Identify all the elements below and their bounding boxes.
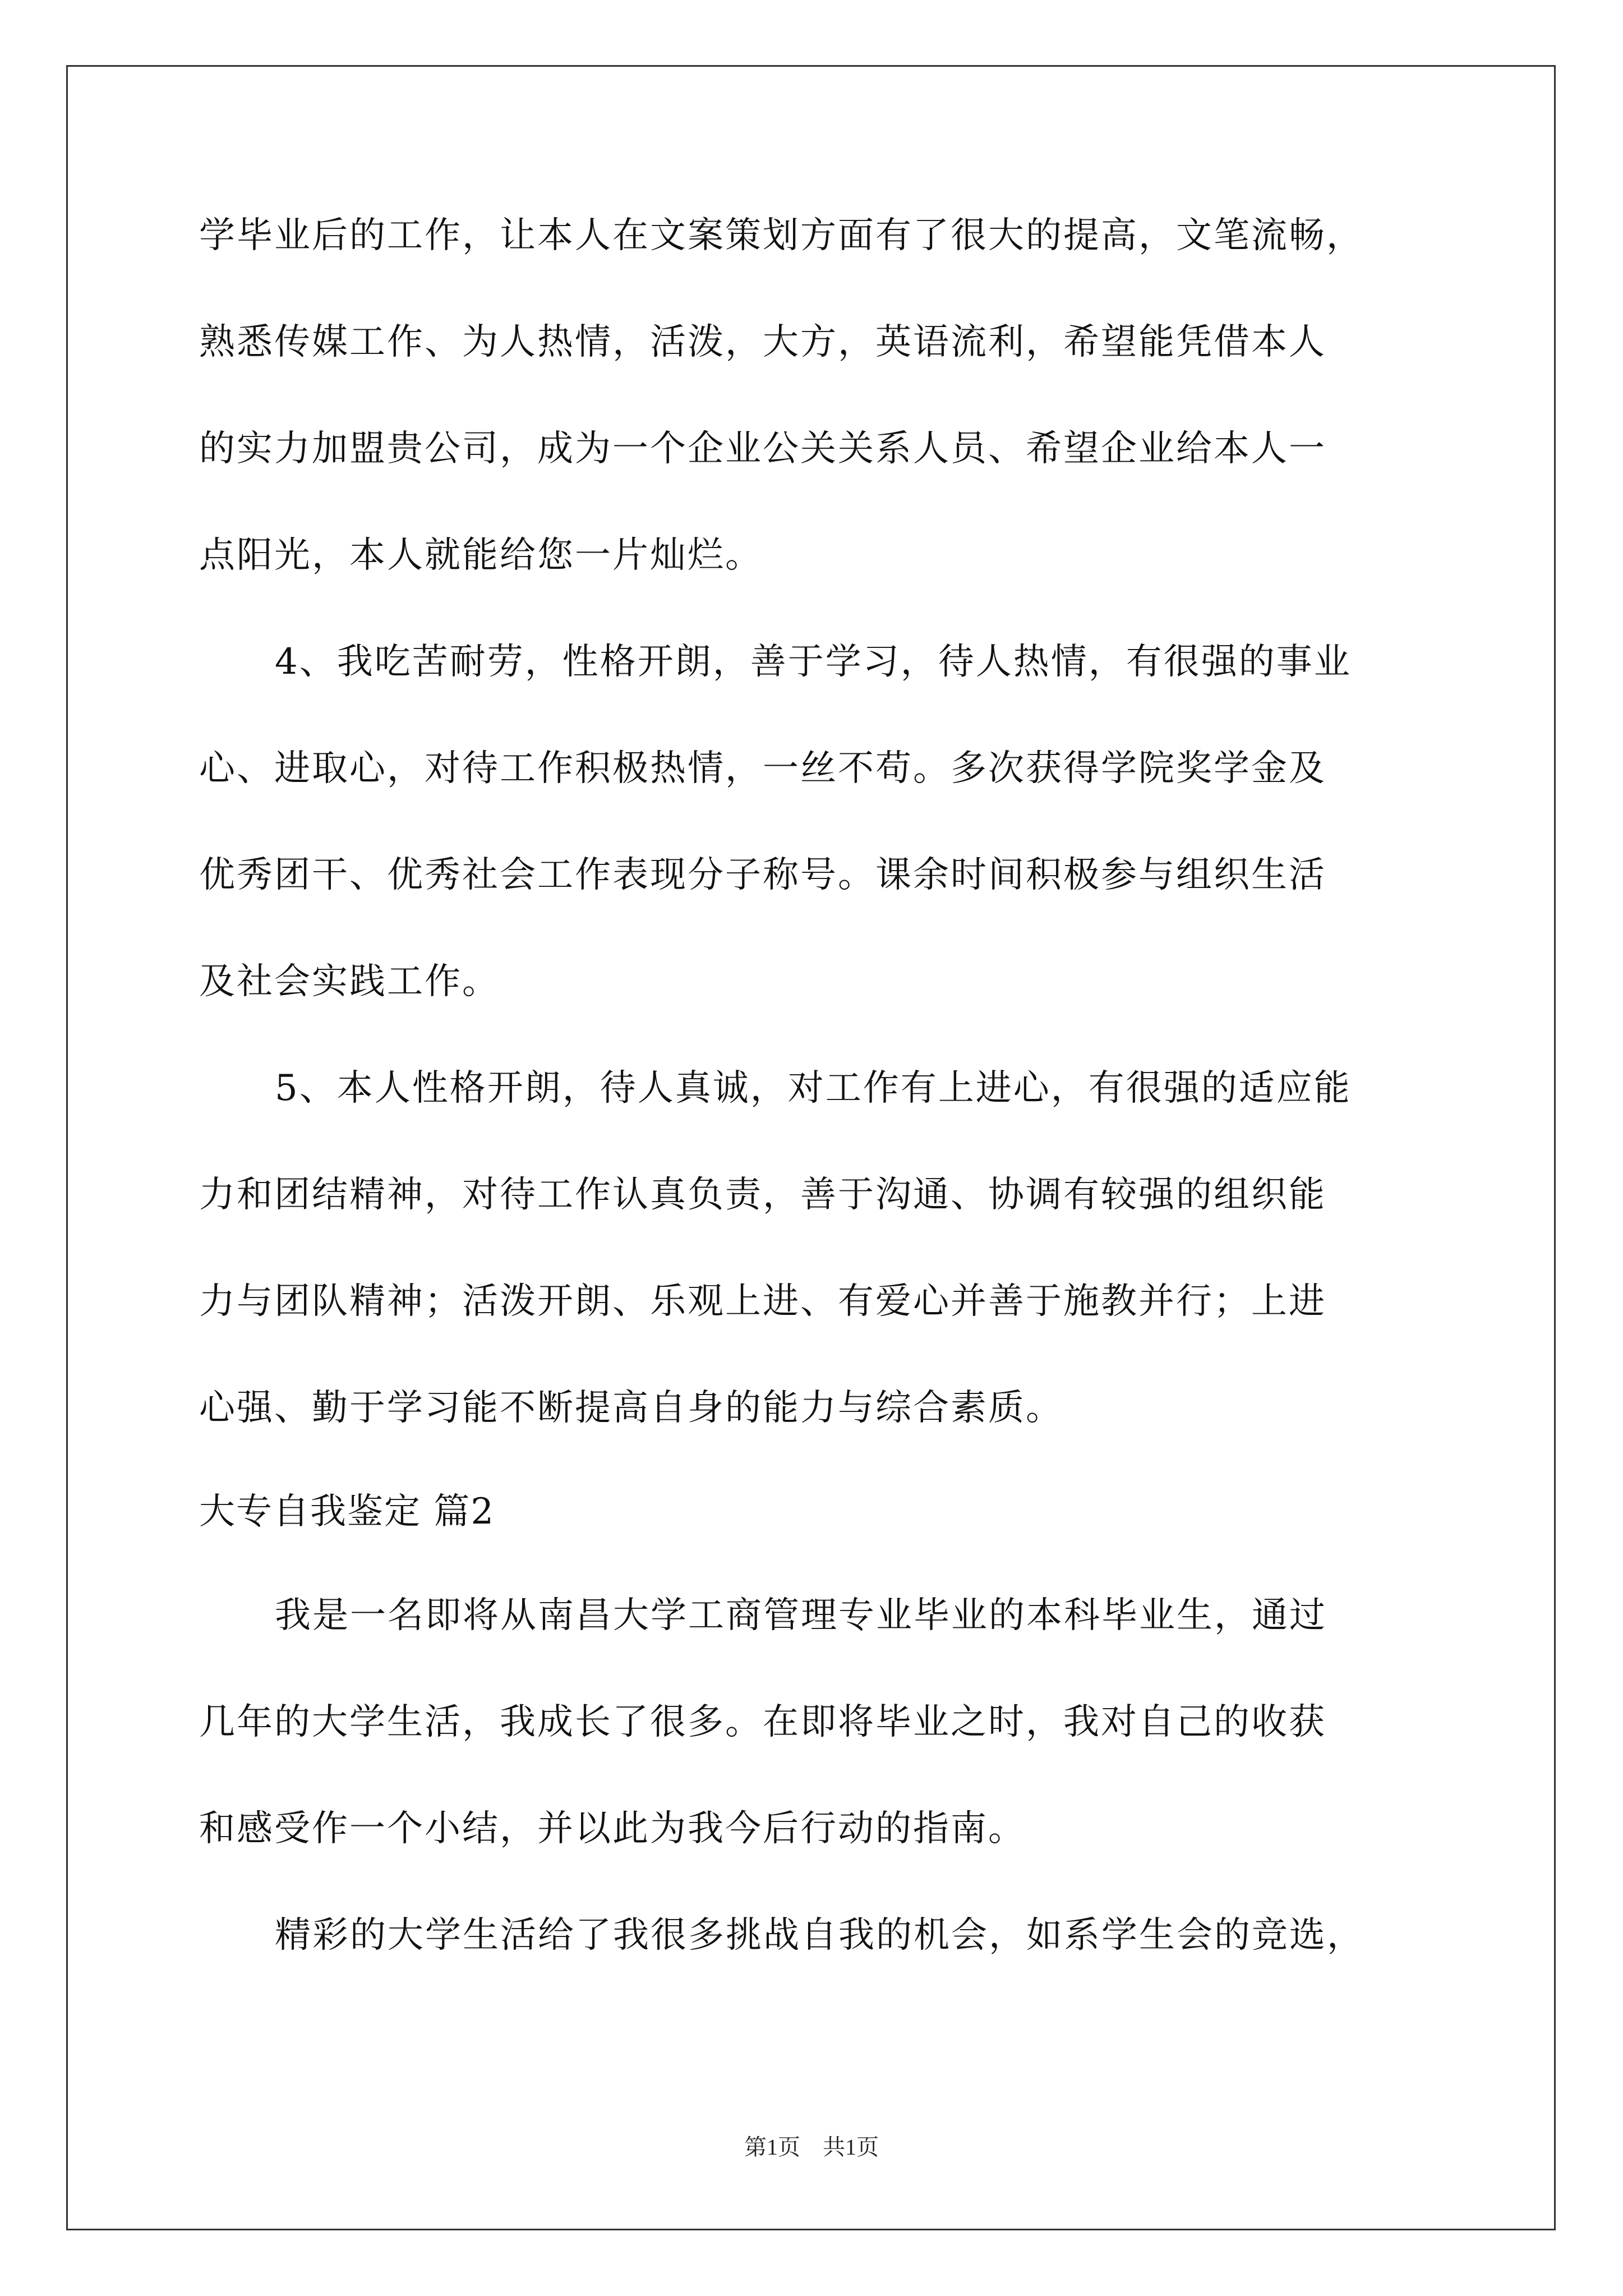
paragraph-line: 我是一名即将从南昌大学工商管理专业毕业的本科毕业生，通过 <box>275 1595 1327 1636</box>
paragraph-line: 熟悉传媒工作、为人热情，活泼，大方，英语流利，希望能凭借本人 <box>199 321 1326 363</box>
page-border <box>66 65 1556 2230</box>
paragraph-line: 力和团结精神，对待工作认真负责，善于沟通、协调有较强的组织能 <box>199 1174 1326 1216</box>
paragraph-line: 精彩的大学生活给了我很多挑战自我的机会，如系学生会的竞选， <box>275 1915 1364 1956</box>
paragraph-line: 和感受作一个小结，并以此为我今后行动的指南。 <box>199 1808 1026 1849</box>
section-title: 大专自我鉴定 篇2 <box>199 1491 495 1533</box>
paragraph-line: 几年的大学生活，我成长了很多。在即将毕业之时，我对自己的收获 <box>199 1701 1326 1743</box>
paragraph-line: 学毕业后的工作，让本人在文案策划方面有了很大的提高，文笔流畅， <box>199 215 1364 256</box>
paragraph-line: 点阳光，本人就能给您一片灿烂。 <box>199 535 763 576</box>
paragraph-line: 及社会实践工作。 <box>199 961 500 1002</box>
paragraph-line: 优秀团干、优秀社会工作表现分子称号。课余时间积极参与组织生活 <box>199 854 1326 896</box>
paragraph-line: 5、本人性格开朗，待人真诚，对工作有上进心，有很强的适应能 <box>275 1068 1352 1109</box>
paragraph-line: 的实力加盟贵公司，成为一个企业公关关系人员、希望企业给本人一 <box>199 428 1326 470</box>
paragraph-line: 4、我吃苦耐劳，性格开朗，善于学习，待人热情，有很强的事业 <box>275 641 1352 683</box>
paragraph-line: 力与团队精神；活泼开朗、乐观上进、有爱心并善于施教并行；上进 <box>199 1281 1326 1322</box>
page-number: 第1页 共1页 <box>744 2134 879 2160</box>
paragraph-line: 心、进取心，对待工作积极热情，一丝不苟。多次获得学院奖学金及 <box>199 748 1326 789</box>
paragraph-line: 心强、勤于学习能不断提高自身的能力与综合素质。 <box>199 1387 1063 1429</box>
